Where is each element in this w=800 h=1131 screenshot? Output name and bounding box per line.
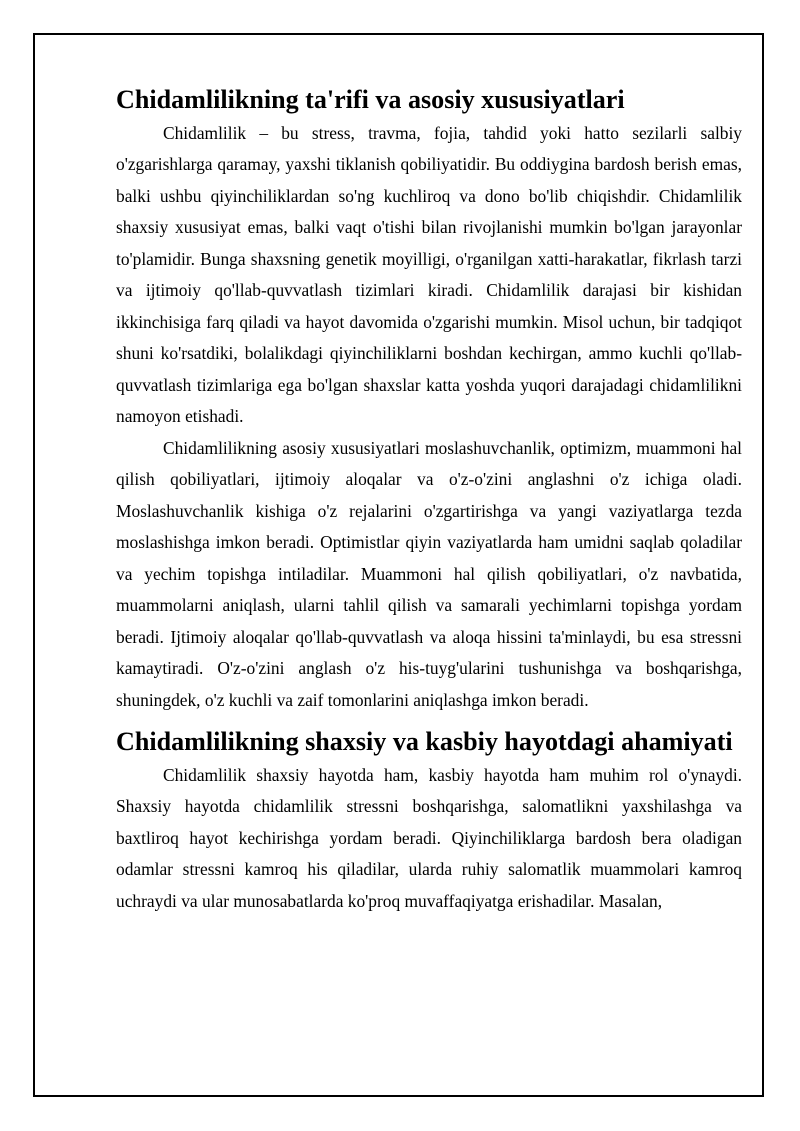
section-heading-importance: Chidamlilikning shaxsiy va kasbiy hayotdagi ahamiyati [116,727,733,756]
paragraph-key-features: Chidamlilikning asosiy xususiyatlari moslashuvchanlik, optimizm, muammoni hal qilish qobiliyatlari, ijtimoiy aloqalar va o'z-o'zini anglashni o'z ichiga oladi. Moslashuvchanlik kishiga o'z rejalarini o'zgartirishga va yangi vaziyatlarga tezda moslashishga imkon beradi. Optimistlar qiyin vaziyatlarda ham umidni saqlab qoladilar va yechim topishga intiladilar. Muammoni hal qilish qobiliyatlari, o'z navbatida, muammolarni aniqlash, ularni tahlil qilish va samarali yechimlarni topishga yordam beradi. Ijtimoiy aloqalar qo'llab-quvvatlash va aloqa hissini ta'minlaydi, bu esa stressni kamaytiradi. O'z-o'zini anglash o'z his-tuyg'ularini tushunishga va boshqarishga, shuningdek, o'z kuchli va zaif tomonlarini aniqlashga imkon beradi. [116,437,742,710]
paragraph-definition: Chidamlilik – bu stress, travma, fojia, tahdid yoki hatto sezilarli salbiy o'zgarishlarga qaramay, yaxshi tiklanish qobiliyatidir. Bu oddiygina bardosh berish emas, balki ushbu qiyinchiliklardan so'ng kuchliroq va dono bo'lib chiqishdir. Chidamlilik shaxsiy xususiyat emas, balki vaqt o'tishi bilan rivojlanishi mumkin bo'lgan jarayonlar to'plamidir. Bunga shaxsning genetik moyilligi, o'rganilgan xatti-harakatlar, fikrlash tarzi va ijtimoiy qo'llab-quvvatlash tizimlari kiradi. Chidamlilik darajasi bir kishidan ikkinchisiga farq qiladi va hayot davomida o'zgarishi mumkin. Misol uchun, bir tadqiqot shuni ko'rsatdiki, bolalikdagi qiyinchiliklarni boshdan kechirgan, ammo kuchli qo'llab-quvvatlash tizimlariga ega bo'lgan shaxslar katta yoshda yuqori darajadagi chidamlilikni namoyon etishadi. [116,122,742,426]
document-body [116,84,742,917]
paragraph-importance: Chidamlilik shaxsiy hayotda ham, kasbiy hayotda ham muhim rol o'ynaydi. Shaxsiy hayotda chidamlilik stressni boshqarishga, salomatlikni yaxshilashga va baxtliroq hayot kechirishga yordam beradi. Qiyinchiliklarga bardosh bera oladigan odamlar stressni kamroq his qiladilar, ularda ruhiy salomatlik muammolari kamroq uchraydi va ular munosabatlarda ko'proq muvaffaqiyatga erishadilar. Masalan, [116,764,742,911]
section-heading-definition: Chidamlilikning ta'rifi va asosiy xususiyatlari [116,85,625,114]
